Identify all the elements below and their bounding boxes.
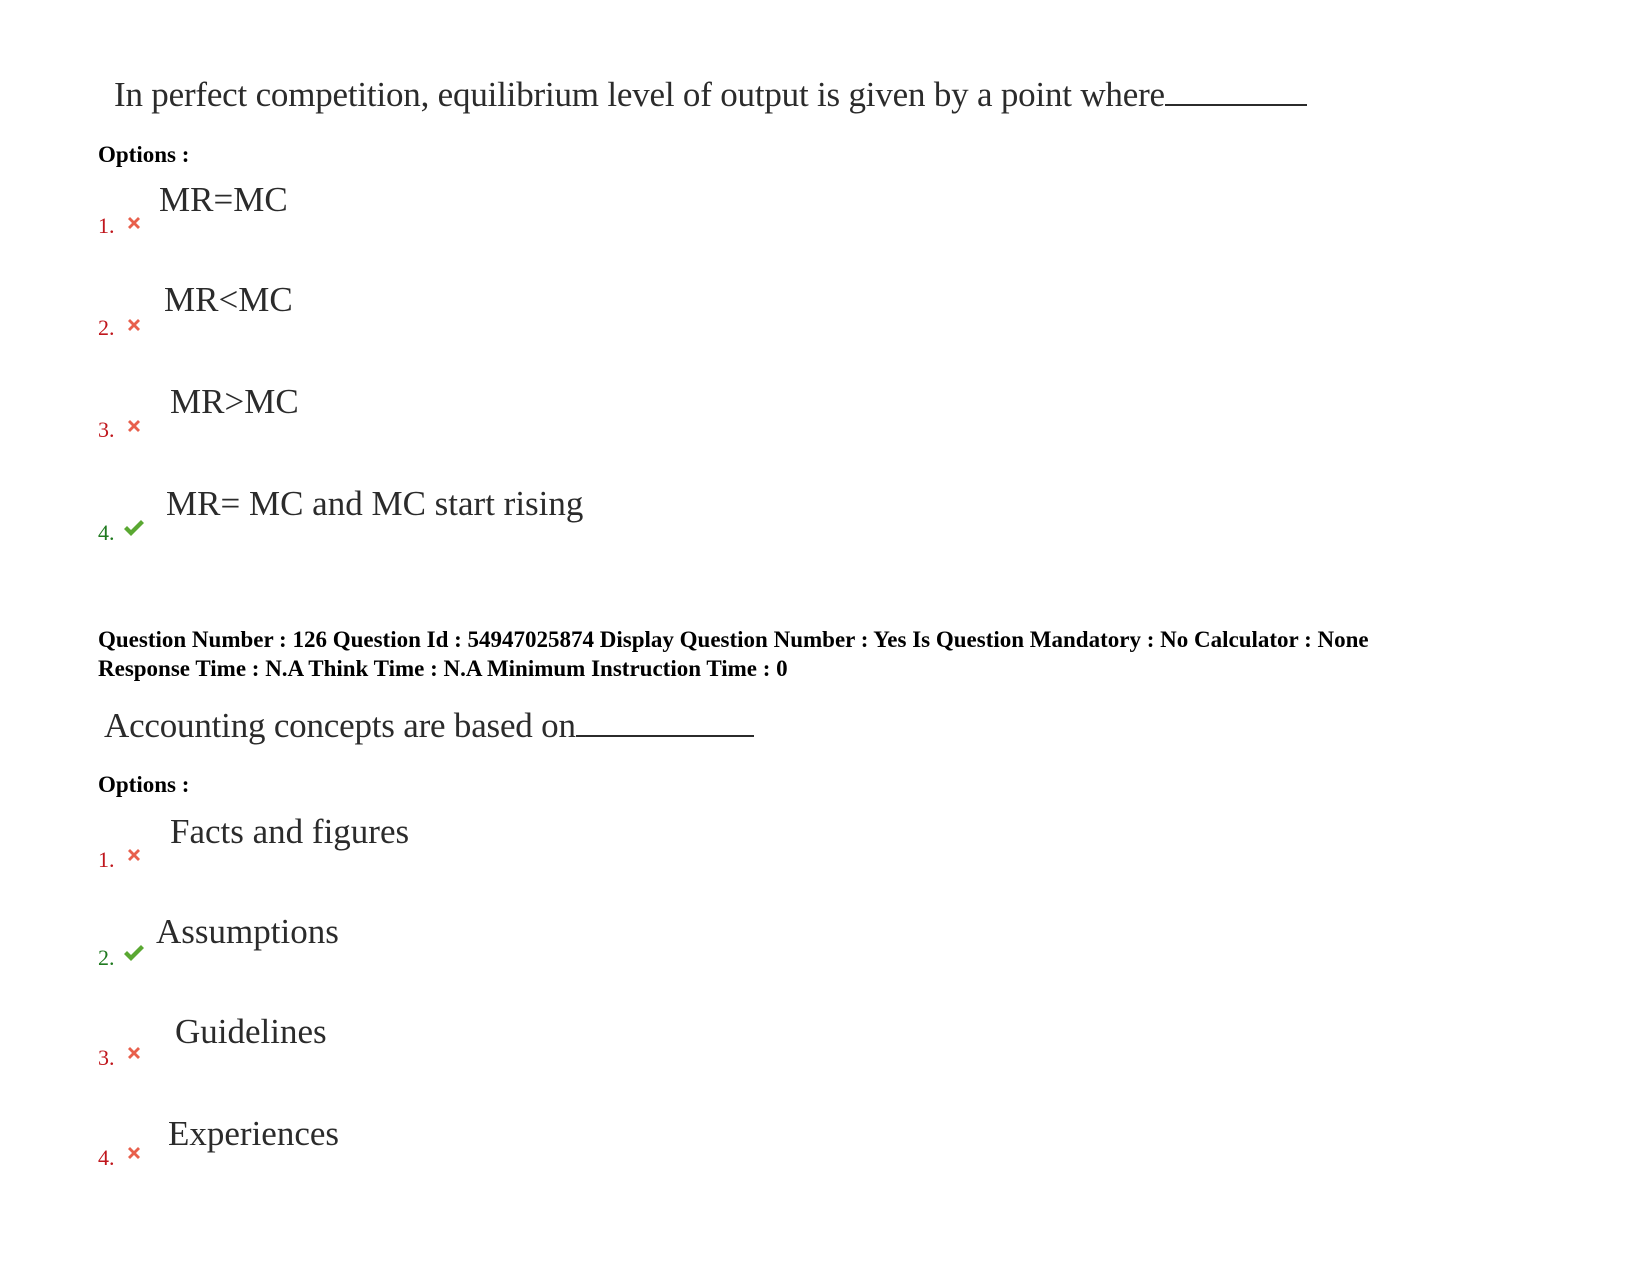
option-item xyxy=(98,484,798,544)
option-text: MR=MC xyxy=(159,180,288,219)
option-number: 2. xyxy=(98,945,115,970)
option-number: 1. xyxy=(98,847,115,872)
question-126-text xyxy=(104,706,754,746)
check-icon xyxy=(122,943,146,963)
question-125-text-content: In perfect competition, equilibrium level of output is given by a point where xyxy=(114,75,1165,114)
option-number: 2. xyxy=(98,315,115,340)
option-item xyxy=(98,382,798,442)
question-meta-line-1: Question Number : 126 Question Id : 54947025874 Display Question Number : Yes Is Question Mandatory : No Calculator : None xyxy=(98,627,1369,652)
question-meta-line-2: Response Time : N.A Think Time : N.A Minimum Instruction Time : 0 xyxy=(98,656,788,681)
option-text: MR<MC xyxy=(164,280,293,319)
cross-icon xyxy=(124,416,144,436)
option-item xyxy=(98,1114,798,1174)
option-text: Facts and figures xyxy=(170,812,410,851)
option-text: Experiences xyxy=(168,1114,340,1153)
check-icon xyxy=(122,518,146,538)
option-number: 1. xyxy=(98,213,115,238)
option-item xyxy=(98,812,798,872)
cross-icon xyxy=(124,1043,144,1063)
question-126-text-content: Accounting concepts are based on xyxy=(104,706,576,745)
cross-icon xyxy=(124,1143,144,1163)
cross-icon xyxy=(124,315,144,335)
question-125-text xyxy=(114,75,1307,115)
option-number: 3. xyxy=(98,1045,115,1070)
option-item xyxy=(98,1012,798,1072)
cross-icon xyxy=(124,213,144,233)
answer-blank xyxy=(576,707,754,737)
option-text: MR= MC and MC start rising xyxy=(166,484,584,523)
options-label: Options : xyxy=(98,772,190,797)
option-text: Assumptions xyxy=(156,912,339,951)
option-item xyxy=(98,180,798,240)
option-item xyxy=(98,280,798,340)
option-number: 3. xyxy=(98,417,115,442)
option-number: 4. xyxy=(98,520,115,545)
option-text: Guidelines xyxy=(175,1012,327,1051)
answer-blank xyxy=(1165,76,1307,106)
option-number: 4. xyxy=(98,1145,115,1170)
cross-icon xyxy=(124,845,144,865)
option-item xyxy=(98,912,798,972)
options-label: Options : xyxy=(98,142,190,167)
option-text: MR>MC xyxy=(170,382,299,421)
